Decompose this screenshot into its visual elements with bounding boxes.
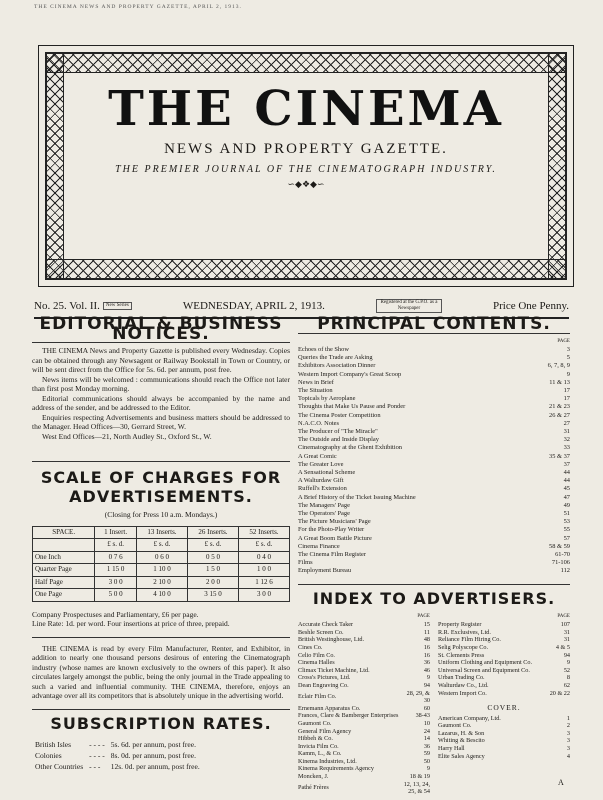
entry-title: Accurate Check Taker bbox=[298, 621, 354, 629]
editorial-paragraph-1: THE CINEMA News and Property Gazette is published every Wednesday. Copies can be obtained through any Newsagent or Railway Bookstall in Town or Country, or will be sent direct from the Office for 5s. 6d. per annum, post free. bbox=[32, 346, 290, 374]
table-row: British Isles - - - - 5s. 6d. per annum, post free. bbox=[32, 739, 203, 750]
list-item bbox=[298, 667, 430, 675]
ornamental-border-right bbox=[548, 53, 566, 279]
list-item bbox=[298, 371, 570, 379]
entry-page: 107 bbox=[560, 621, 570, 629]
issue-price: Price One Penny. bbox=[493, 300, 569, 312]
entry-page: 36 bbox=[423, 659, 430, 667]
issue-date: WEDNESDAY, APRIL 2, 1913. bbox=[182, 300, 325, 312]
entry-title: American Company, Ltd. bbox=[438, 714, 501, 722]
ornamental-border-left bbox=[46, 53, 64, 279]
scale-cell: 5 0 0 bbox=[95, 589, 137, 602]
contents-heading: PRINCIPAL CONTENTS. bbox=[317, 314, 551, 334]
page-letter: A bbox=[558, 778, 564, 787]
editorial-paragraph-4: Enquiries respecting Advertisements and business matters should be addressed to the Manager. Head Offices—30, Gerrard Street, W. bbox=[32, 412, 290, 431]
entry-title: Eclair Film Co. bbox=[298, 693, 337, 701]
scale-col-header: 26 Inserts. bbox=[187, 526, 238, 539]
list-item bbox=[298, 469, 570, 477]
entry-page: 11 & 13 bbox=[549, 378, 570, 386]
scale-cell: 0 6 0 bbox=[136, 551, 187, 564]
entry-page: 3 bbox=[566, 346, 570, 353]
entry-title: News in Brief bbox=[298, 378, 334, 386]
scale-cell: 3 15 0 bbox=[187, 589, 238, 602]
entry-title: Kinema Requirements Agency bbox=[298, 765, 374, 773]
list-item bbox=[438, 745, 570, 753]
entry-page: 11 bbox=[424, 628, 430, 636]
entry-title: Beshle Screen Co. bbox=[298, 628, 344, 636]
entry-page: 46 bbox=[423, 666, 430, 674]
entry-title: Cinema Finance bbox=[298, 542, 340, 550]
list-item bbox=[298, 518, 570, 526]
entry-title: Universal Screen and Equipment Co. bbox=[438, 666, 530, 674]
entry-title: Uniform Clothing and Equipment Co. bbox=[438, 659, 533, 667]
entry-title: General Film Agency bbox=[298, 727, 352, 735]
entry-title: Ruffell's Extension bbox=[298, 485, 347, 493]
list-item bbox=[298, 720, 430, 728]
list-item bbox=[438, 690, 570, 698]
list-item bbox=[438, 753, 570, 761]
issue-number-text: No. 25. Vol. II. bbox=[34, 300, 100, 312]
entry-page: 14 bbox=[423, 735, 430, 743]
entry-title: Cines Co. bbox=[298, 643, 323, 651]
entry-title: Cinema Halles bbox=[298, 659, 335, 667]
editorial-paragraph-5: West End Offices—21, North Audley St., Oxford St., W. bbox=[42, 431, 212, 441]
entry-page: 16 bbox=[423, 643, 430, 651]
list-item bbox=[438, 667, 570, 675]
scale-cell: 0 5 0 bbox=[187, 551, 238, 564]
scale-cell: 1 15 0 bbox=[95, 564, 137, 577]
entry-title: A Walturdaw Gift bbox=[298, 477, 344, 485]
entry-page: 3 bbox=[566, 729, 570, 737]
list-item bbox=[438, 715, 570, 723]
list-item bbox=[298, 636, 430, 644]
entry-title: Dean Engraving Co. bbox=[298, 681, 349, 689]
list-item bbox=[298, 674, 430, 682]
entry-page: 112 bbox=[560, 567, 570, 575]
subscription-region: Other Countries bbox=[35, 761, 84, 771]
list-item bbox=[438, 682, 570, 690]
entry-title: Frances, Clare & Bamberger Enterprises bbox=[298, 712, 399, 720]
list-item bbox=[438, 636, 570, 644]
entry-page: 17 bbox=[563, 387, 570, 395]
entry-title: The Producer of "The Miracle" bbox=[298, 428, 378, 436]
entry-title: A Brief History of the Ticket Issuing Machine bbox=[298, 493, 416, 501]
advertisers-index bbox=[298, 612, 570, 796]
entry-page: 20 & 22 bbox=[549, 689, 570, 697]
list-item bbox=[298, 728, 430, 736]
entry-page: 10 bbox=[423, 719, 430, 727]
entry-title: Western Import Company's Great Scoop bbox=[298, 370, 402, 378]
list-item bbox=[298, 621, 430, 629]
entry-page: 71-106 bbox=[551, 559, 570, 567]
list-item bbox=[298, 705, 430, 713]
list-item bbox=[298, 485, 570, 493]
editorial-paragraph-3: Editorial communications should always be accompanied by the name and address of the sender, and be addressed to the Editor. bbox=[32, 393, 290, 412]
circulation-paragraph: THE CINEMA is read by every Film Manufacturer, Renter, and Exhibitor, in addition to nearly one thousand persons desirous of entering the Cinematograph industry (whose names are known exclusively to the owners of this paper). It also circulates largely amongst the public, being the only journal in the Trade appealing to such a varied and influential community. THE CINEMA, therefore, enjoys an advantage over all its competitors that is absolutely unique in the advertising world. bbox=[32, 643, 290, 700]
entry-title: Queries the Trade are Asking bbox=[298, 354, 373, 362]
entry-page: 33 bbox=[563, 444, 570, 452]
entry-page: 16 bbox=[423, 651, 430, 659]
advertisers-list-2 bbox=[438, 621, 570, 697]
right-column bbox=[298, 314, 570, 796]
entry-title: Invicta Film Co. bbox=[298, 742, 339, 750]
issue-number bbox=[34, 300, 135, 312]
entry-page: 50 bbox=[423, 757, 430, 765]
subscription-rate: 8s. 0d. per annum, post free. bbox=[110, 750, 196, 760]
entry-title: Harry Hall bbox=[438, 745, 465, 752]
entry-title: Cross's Pictures, Ltd. bbox=[298, 674, 351, 682]
entry-title: St. Clements Press bbox=[438, 651, 485, 659]
advertisers-page-label: PAGE bbox=[417, 613, 430, 619]
series-label: New Series bbox=[103, 302, 132, 310]
entry-page: 21 & 23 bbox=[549, 403, 570, 411]
entry-page: 9 bbox=[566, 659, 570, 667]
entry-title: N.A.C.O. Notes bbox=[298, 419, 340, 427]
entry-page: 4 bbox=[566, 752, 570, 760]
entry-page: 2 bbox=[566, 722, 570, 730]
list-item bbox=[438, 644, 570, 652]
entry-page: 18 & 19 bbox=[409, 773, 430, 781]
entry-page: 48 bbox=[423, 636, 430, 644]
entry-title: Employment Bureau bbox=[298, 567, 352, 575]
entry-page: 52 bbox=[563, 666, 570, 674]
table-row bbox=[33, 576, 290, 589]
entry-page: 94 bbox=[563, 651, 570, 659]
list-item bbox=[298, 758, 430, 766]
list-item bbox=[298, 436, 570, 444]
entry-title: Climax Ticket Machine, Ltd. bbox=[298, 666, 370, 674]
table-row: Colonies - - - - 8s. 0d. per annum, post free. bbox=[32, 750, 203, 761]
list-item bbox=[298, 773, 430, 781]
entry-title: Hibbeh & Co. bbox=[298, 735, 333, 743]
list-item bbox=[298, 354, 570, 362]
list-item bbox=[298, 644, 430, 652]
entry-page: 32 bbox=[563, 436, 570, 444]
entry-title: R.R. Exclusives, Ltd. bbox=[438, 628, 491, 636]
entry-title: Cinematography at the Ghent Exhibition bbox=[298, 444, 403, 452]
list-item bbox=[298, 765, 430, 773]
scale-cell: 1 0 0 bbox=[238, 564, 289, 577]
subscription-rate: 5s. 6d. per annum, post free. bbox=[110, 739, 196, 749]
entry-title: Urban Trading Co. bbox=[438, 674, 485, 682]
ornamental-border-top bbox=[46, 53, 566, 73]
entry-page: 3 bbox=[566, 737, 570, 745]
list-item bbox=[298, 494, 570, 502]
table-row bbox=[33, 564, 290, 577]
list-item bbox=[438, 722, 570, 730]
running-head: THE CINEMA NEWS AND PROPERTY GAZETTE, APRIL 2, 1913. bbox=[34, 4, 242, 10]
subscription-table bbox=[32, 739, 203, 772]
list-item bbox=[298, 412, 570, 420]
ornamental-border-bottom bbox=[46, 259, 566, 279]
masthead-frame bbox=[38, 45, 574, 287]
cover-advertisers-list bbox=[438, 715, 570, 761]
entry-title: Gaumont Co. bbox=[298, 719, 332, 727]
entry-page: 1 bbox=[566, 714, 570, 722]
scale-table bbox=[32, 526, 290, 602]
currency-label: £ s. d. bbox=[136, 539, 187, 552]
entry-page: 9 bbox=[426, 765, 430, 773]
list-item bbox=[298, 781, 430, 796]
list-item bbox=[298, 559, 570, 567]
entry-page: 51 bbox=[563, 510, 570, 518]
entry-page: 44 bbox=[563, 469, 570, 477]
list-item bbox=[298, 551, 570, 559]
entry-title: A Sensational Scheme bbox=[298, 469, 356, 477]
entry-page: 60 bbox=[423, 704, 430, 712]
editorial-heading: EDITORIAL & BUSINESS NOTICES. bbox=[39, 314, 283, 344]
entry-page: 38-43 bbox=[415, 712, 430, 720]
scale-heading: SCALE OF CHARGES FOR ADVERTISEMENTS. bbox=[40, 468, 282, 506]
entry-title: The Cinema Film Register bbox=[298, 551, 366, 559]
list-item bbox=[298, 712, 430, 720]
entry-page: 45 bbox=[563, 485, 570, 493]
entry-title: Moncken, J. bbox=[298, 773, 329, 781]
entry-page: 61-70 bbox=[555, 551, 570, 559]
masthead bbox=[68, 75, 544, 257]
list-item bbox=[298, 735, 430, 743]
scale-subheading: (Closing for Press 10 a.m. Mondays.) bbox=[104, 510, 218, 519]
entry-title: The Operators' Page bbox=[298, 510, 350, 518]
advertisers-list-1 bbox=[298, 621, 430, 796]
entry-page: 55 bbox=[563, 526, 570, 534]
entry-page: 24 bbox=[423, 727, 430, 735]
entry-title: Selig Polyscope Co. bbox=[438, 643, 489, 651]
list-item bbox=[298, 743, 430, 751]
entry-page: 53 bbox=[563, 518, 570, 526]
list-item bbox=[298, 362, 570, 370]
list-item bbox=[298, 420, 570, 428]
cover-heading: COVER. bbox=[487, 703, 521, 713]
entry-title: Echoes of the Show bbox=[298, 346, 349, 353]
scale-cell: 1 12 6 bbox=[238, 576, 289, 589]
entry-page: 35 & 37 bbox=[549, 452, 570, 460]
advertisers-page-label: PAGE bbox=[557, 613, 570, 619]
entry-title: Thoughts that Make Us Pause and Ponder bbox=[298, 403, 406, 411]
entry-title: Property Register bbox=[438, 621, 482, 629]
contents-page-label: PAGE bbox=[557, 338, 570, 344]
entry-title: The Picture Musicians' Page bbox=[298, 518, 371, 526]
scale-space: Half Page bbox=[33, 576, 95, 589]
entry-title: Reliance Film Hiring Co. bbox=[438, 636, 501, 644]
entry-title: Gaumont Co. bbox=[438, 722, 472, 730]
entry-title: Ernemann Apparatus Co. bbox=[298, 704, 361, 712]
list-item bbox=[298, 535, 570, 543]
table-row bbox=[33, 589, 290, 602]
list-item bbox=[438, 674, 570, 682]
entry-page: 4 & 5 bbox=[555, 643, 570, 651]
list-item bbox=[298, 379, 570, 387]
subscription-region: Colonies bbox=[35, 750, 62, 760]
masthead-tagline: THE PREMIER JOURNAL OF THE CINEMATOGRAPH INDUSTRY. bbox=[115, 164, 497, 175]
scale-cell: 0 4 0 bbox=[238, 551, 289, 564]
entry-title: Films bbox=[298, 559, 313, 567]
currency-label: £ s. d. bbox=[187, 539, 238, 552]
entry-title: The Outside and Inside Display bbox=[298, 436, 379, 444]
entry-page: 17 bbox=[563, 395, 570, 403]
list-item bbox=[438, 652, 570, 660]
subscription-rate: 12s. 0d. per annum, post free. bbox=[110, 761, 200, 771]
table-row: Other Countries - - - 12s. 0d. per annum, post free. bbox=[32, 761, 203, 772]
entry-title: Kinema Industries, Ltd. bbox=[298, 757, 357, 765]
entry-page: 3 bbox=[566, 745, 570, 752]
entry-page: 62 bbox=[563, 681, 570, 689]
scale-cell: 1 10 0 bbox=[136, 564, 187, 577]
entry-title: The Greater Love bbox=[298, 460, 344, 468]
list-item bbox=[438, 659, 570, 667]
list-item bbox=[298, 395, 570, 403]
entry-page: 47 bbox=[563, 493, 570, 501]
list-item bbox=[298, 510, 570, 518]
scale-cell: 0 7 6 bbox=[95, 551, 137, 564]
entry-page: 9 bbox=[566, 370, 570, 378]
entry-page: 26 & 27 bbox=[549, 411, 570, 419]
entry-page: 12, 13, 24, 25, & 54 bbox=[403, 780, 430, 796]
entry-title: Pathé Frères bbox=[298, 784, 329, 792]
list-item bbox=[298, 387, 570, 395]
list-item bbox=[438, 621, 570, 629]
scale-cell: 1 5 0 bbox=[187, 564, 238, 577]
entry-page: 31 bbox=[563, 636, 570, 644]
left-column bbox=[32, 314, 290, 772]
list-item bbox=[298, 750, 430, 758]
scale-note-2: Line Rate: 1d. per word. Four insertions at price of three, prepaid. bbox=[32, 619, 230, 628]
list-item bbox=[298, 543, 570, 551]
scale-space: One Page bbox=[33, 589, 95, 602]
currency-label: £ s. d. bbox=[95, 539, 137, 552]
list-item bbox=[298, 629, 430, 637]
entry-title: Exhibitors Association Dinner bbox=[298, 362, 376, 370]
scale-cell: 3 0 0 bbox=[238, 589, 289, 602]
list-item bbox=[298, 444, 570, 452]
entry-page: 57 bbox=[563, 534, 570, 542]
entry-title: Celio Film Co. bbox=[298, 651, 335, 659]
entry-page: 5 bbox=[566, 354, 570, 362]
list-item bbox=[298, 659, 430, 667]
scale-cell: 4 10 0 bbox=[136, 589, 187, 602]
list-item bbox=[298, 453, 570, 461]
list-item bbox=[298, 428, 570, 436]
entry-page: 28, 29, & 30 bbox=[406, 689, 430, 705]
registered-note: Registered at the G.P.O. as a Newspaper bbox=[376, 299, 442, 313]
entry-title: British Westinghouse, Ltd. bbox=[298, 636, 365, 644]
entry-title: Western Import Co. bbox=[438, 689, 487, 697]
entry-title: The Cinema Poster Competition bbox=[298, 411, 381, 419]
list-item bbox=[298, 502, 570, 510]
entry-page: 31 bbox=[563, 628, 570, 636]
scale-col-header: 52 Inserts. bbox=[238, 526, 289, 539]
entry-page: 27 bbox=[563, 419, 570, 427]
entry-page: 31 bbox=[563, 428, 570, 436]
masthead-subtitle: NEWS AND PROPERTY GAZETTE. bbox=[164, 141, 448, 157]
scale-col-header: SPACE. bbox=[33, 526, 95, 539]
scale-note-1: Company Prospectuses and Parliamentary, £6 per page. bbox=[32, 609, 199, 619]
entry-page: 8 bbox=[566, 674, 570, 682]
list-item bbox=[298, 526, 570, 534]
masthead-title: THE CINEMA bbox=[108, 81, 504, 137]
currency-label: £ s. d. bbox=[238, 539, 289, 552]
advertisers-heading: INDEX TO ADVERTISERS. bbox=[312, 588, 556, 608]
list-item bbox=[298, 567, 570, 575]
entry-page: 59 bbox=[423, 750, 430, 758]
scale-space: One Inch bbox=[33, 551, 95, 564]
entry-page: 94 bbox=[423, 681, 430, 689]
entry-page: 6, 7, 8, 9 bbox=[547, 362, 570, 370]
list-item bbox=[438, 629, 570, 637]
subscription-heading: SUBSCRIPTION RATES. bbox=[50, 713, 272, 733]
entry-title: Whiting & Bescito bbox=[438, 737, 485, 745]
list-item bbox=[298, 690, 430, 705]
table-row bbox=[33, 551, 290, 564]
scale-cell: 3 0 0 bbox=[95, 576, 137, 589]
scale-col-header: 1 Insert. bbox=[95, 526, 137, 539]
entry-page: 49 bbox=[563, 501, 570, 509]
entry-title: A Great Boom Battle Picture bbox=[298, 534, 372, 542]
list-item bbox=[438, 730, 570, 738]
entry-title: Lazarus, H. & Son bbox=[438, 729, 485, 737]
scale-cell: 2 0 0 bbox=[187, 576, 238, 589]
scale-cell: 2 10 0 bbox=[136, 576, 187, 589]
ornament-divider-icon: ∽◆❖◆∽ bbox=[287, 179, 325, 189]
entry-page: 44 bbox=[563, 477, 570, 485]
entry-page: 58 & 59 bbox=[549, 542, 570, 550]
contents-table bbox=[298, 346, 570, 576]
entry-page: 37 bbox=[563, 460, 570, 468]
entry-title: Topicals by Aeroplane bbox=[298, 395, 356, 403]
list-item bbox=[298, 477, 570, 485]
list-item bbox=[438, 737, 570, 745]
entry-title: For the Photo-Play Writer bbox=[298, 526, 365, 534]
entry-page: 9 bbox=[426, 674, 430, 682]
scale-space: Quarter Page bbox=[33, 564, 95, 577]
list-item bbox=[298, 403, 570, 411]
list-item bbox=[298, 652, 430, 660]
entry-page: 15 bbox=[423, 621, 430, 629]
editorial-paragraph-2: News items will be welcomed : communications should reach the Office not later than first post Monday morning. bbox=[32, 374, 290, 393]
entry-title: The Managers' Page bbox=[298, 501, 350, 509]
entry-title: A Great Comic bbox=[298, 452, 337, 460]
entry-title: Walturdaw Co., Ltd. bbox=[438, 681, 489, 689]
list-item bbox=[298, 682, 430, 690]
entry-title: The Situation bbox=[298, 387, 333, 395]
subscription-region: British Isles bbox=[35, 739, 72, 749]
entry-page: 36 bbox=[423, 742, 430, 750]
entry-title: Kamm, L., & Co. bbox=[298, 750, 342, 758]
list-item bbox=[298, 346, 570, 354]
scale-col-header: 13 Inserts. bbox=[136, 526, 187, 539]
list-item bbox=[298, 461, 570, 469]
entry-title: Elite Sales Agency bbox=[438, 752, 485, 760]
